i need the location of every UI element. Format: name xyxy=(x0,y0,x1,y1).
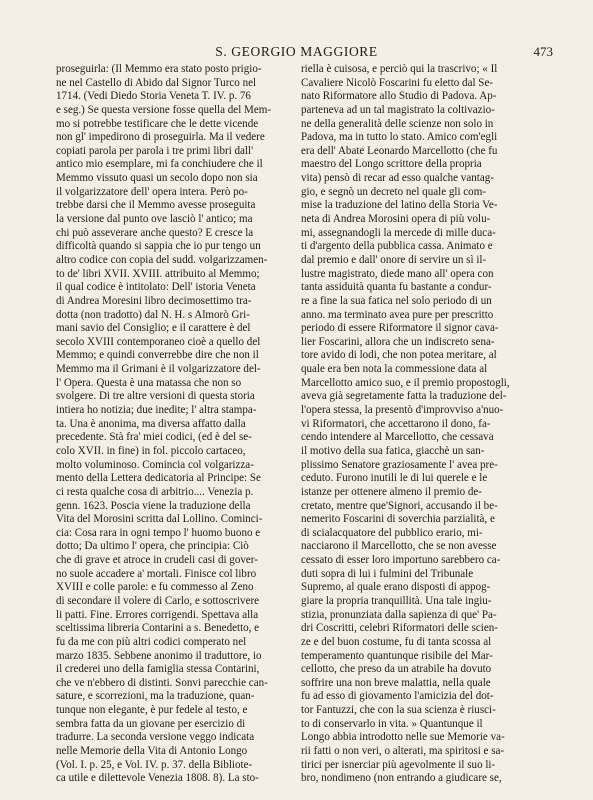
text-line: ta. Una è anonima, ma diversa affatto dalla xyxy=(56,417,246,430)
text-line: il volgarizzatore dell' opera intera. Però po- xyxy=(56,185,248,198)
text-line: difficoltà quando si sappia che io pur tengo un xyxy=(56,240,261,253)
text-line: trebbe darsi che il Memmo avesse proseguita xyxy=(56,199,256,212)
text-line: dri Coscritti, celebri Riformatori delle scien- xyxy=(301,622,498,635)
text-line: plissimo Senatore graziosamente l' avea pre- xyxy=(301,458,498,471)
text-line: Vita del Morosini scritta dal Lollino. Cominci- xyxy=(56,513,263,526)
text-line: ca utile e dilettevole Venezia 1808. 8). La sto- xyxy=(56,772,259,785)
text-line: e seg.) Se questa versione fosse quella del Mem- xyxy=(56,103,272,116)
text-line: il motivo della sua fatica, giacchè un san- xyxy=(301,444,485,457)
text-line: colo XVII. in fine) in fol. piccolo cartaceo, xyxy=(56,444,246,457)
text-line: mise la traduzione del latino della Storia Ve- xyxy=(301,199,498,212)
text-line: che ve n'ebbero di distinti. Sonvi parecchie can- xyxy=(56,676,268,689)
text-line: cia: Cosa rara in ogni tempo l' huomo buono e xyxy=(56,526,261,539)
text-line: molto voluminoso. Comincia col volgarizza- xyxy=(56,458,254,471)
text-line: genn. 1623. Poscia viene la traduzione della xyxy=(56,499,251,512)
text-line: ci resta qualche cosa di arbitrio.... Venezia p. xyxy=(56,485,254,498)
text-line: il crederei uno della famiglia stessa Contarini, xyxy=(56,663,260,676)
text-line: anno. ma terminato avea pure per prescritto xyxy=(301,308,494,321)
text-line: lustre magistrato, diede mano all' opera con xyxy=(301,267,494,280)
text-line: vita) pensò di recar ad esso qualche vantag- xyxy=(301,172,494,185)
text-line: cretato, mentre que'Signori, accusando il be- xyxy=(301,499,498,512)
text-line: re a fine la sua fatica nel solo periodo di un xyxy=(301,294,492,307)
text-line: fu da me con più altri codici comperato nel xyxy=(56,635,247,648)
text-line: altro codice con copia del sudd. volgarizzamen- xyxy=(56,253,268,266)
text-line: periodo di essere Riformatore il signor cava- xyxy=(301,322,499,335)
text-line: intiera ho notizia; due inedite; l' altra stampa- xyxy=(56,404,257,417)
text-line: quale era ben nota la commessione data al xyxy=(301,363,488,376)
text-line: duti sopra di lui i fulmini del Tribunale xyxy=(301,567,474,580)
text-line: Cavaliere Nicolò Foscarini fu eletto dal Se- xyxy=(301,76,494,89)
column-gutter xyxy=(295,66,296,706)
text-line: XVIII e colle parole: e fu commesso al Zeno xyxy=(56,581,254,594)
text-line: Longo abbia introdotto nelle sue Memorie va- xyxy=(301,731,505,744)
text-line: 1714. (Vedi Diedo Storia Veneta T. IV. p. 76 xyxy=(56,90,251,103)
text-line: dotto; Da ultimo l' opera, che principia: Ciò xyxy=(56,540,249,553)
text-line: l' Opera. Questa è una matassa che non so xyxy=(56,376,242,389)
text-line: che di grave et atroce in crudeli casi di gover- xyxy=(56,554,258,567)
text-line: to di conservarlo in vita. » Quantunque il xyxy=(301,717,483,730)
text-line: neta di Andrea Morosini opera di più volu- xyxy=(301,213,491,226)
text-line: tirici per isnerciar più agevolmente il suo li- xyxy=(301,758,496,771)
text-line: copiati parola per parola i tre primi libri dall' xyxy=(56,144,254,157)
text-line: tanta assiduità quanta fu bastante a condur- xyxy=(301,281,492,294)
text-line: vi Riformatori, che accettarono il dono, fa- xyxy=(301,417,491,430)
text-line: Memmo; e quindi converrebbe dire che non il xyxy=(56,349,259,362)
text-line: secolo XVIII contemporaneo cioè a quello del xyxy=(56,335,261,348)
text-line: gio, e segnò un decreto nel quale gli com- xyxy=(301,185,486,198)
text-line: marzo 1835. Sebbene anonimo il traduttore, io xyxy=(56,649,262,662)
text-line: to de' libri XVII. XVIII. attribuito al Memmo; xyxy=(56,267,260,280)
page-number: 473 xyxy=(533,44,553,59)
text-line: rii fatti o non veri, o alterati, ma spiritosi e sa- xyxy=(301,745,505,758)
text-line: bro, nondimeno (non entrando a giudicare se, xyxy=(301,772,502,785)
text-line: di scialacquatore del pubblico erario, mi- xyxy=(301,526,483,539)
text-line: Supremo, al quale erano disposti di appog- xyxy=(301,581,491,594)
text-line: fu ad esso di giovamento l'amicizia del dot- xyxy=(301,690,494,703)
text-line: ti d'argento della pubblica cassa. Animato e xyxy=(301,240,493,253)
text-line: antico mio esemplare, mi fa conchiudere che il xyxy=(56,158,263,171)
text-line: l'opera stessa, la presentò d'improvviso a'nuo- xyxy=(301,404,504,417)
text-line: svolgere. Di tre altre versioni di questa storia xyxy=(56,390,255,403)
text-line: ne nel Castello di Abido dal Signor Turco nel xyxy=(56,76,257,89)
text-line: cendo intendere al Marcellotto, che cessava xyxy=(301,431,494,444)
text-line: di secondare il volere di Carlo, e sottoscrivere xyxy=(56,594,260,607)
text-line: (Vol. I. p. 25, e Vol. IV. p. 37. della Bibliote- xyxy=(56,758,253,771)
text-line: chi può asseverare anche questo? E cresce la xyxy=(56,226,254,239)
text-line: ze e del buon costume, fu di tanta scossa al xyxy=(301,635,492,648)
text-line: parteneva ad un tal magistrato la coltivazio- xyxy=(301,103,495,116)
page-header xyxy=(0,44,593,62)
text-line: precedente. Stà fra' miei codici, (ed è del se- xyxy=(56,431,252,444)
text-line: Marcellotto amico suo, e il premio propostogli, xyxy=(301,376,510,389)
text-line: nemerito Foscarini di soverchia parzialità, e xyxy=(301,513,495,526)
text-line: li patti. Fine. Errores corrigendi. Spettava alla xyxy=(56,608,259,621)
text-line: maestro del Longo scrittore della propria xyxy=(301,158,482,171)
text-line: giare la propria tranquillità. Una tale ingiu- xyxy=(301,594,492,607)
text-line: istanze per ottenere almeno il premio de- xyxy=(301,485,482,498)
text-line: mani savio del Consiglio; e il carattere è del xyxy=(56,322,251,335)
text-line: tor Fantuzzi, che con la sua scienza è riusci- xyxy=(301,704,496,717)
text-line: di Andrea Moresini libro decimosettimo tra- xyxy=(56,294,252,307)
text-line: proseguirla: (Il Memmo era stato posto prigio- xyxy=(56,63,262,75)
text-line: sature, e scorrezioni, ma la traduzione, quan- xyxy=(56,690,255,703)
text-line: Padova, ma in tutto lo stato. Amico com'egli xyxy=(301,131,498,144)
text-line: nacciarono il Marcellotto, che se non avesse xyxy=(301,540,497,553)
text-line: non gl' impedirono di proseguirla. Ma il vedere xyxy=(56,131,265,144)
text-line: cellotto, che preso da un atrabile ha dovuto xyxy=(301,663,492,676)
running-title: S. GEORGIO MAGGIORE xyxy=(215,44,378,59)
text-line: temperamento quantunque risibile del Mar- xyxy=(301,649,493,662)
text-line: riella è cuisosa, e perciò qui la trascrivo; « Il xyxy=(301,63,498,75)
text-line: no suole accadere a' mortali. Finisce col libro xyxy=(56,567,257,580)
text-line: mento della Lettera dedicatoria al Principe: Se xyxy=(56,472,261,485)
right-column xyxy=(301,63,553,786)
text-line: Memmo ma il Grimani è il volgarizzatore del- xyxy=(56,363,261,376)
text-line: lier Foscarini, allora che un indiscreto sena- xyxy=(301,335,495,348)
text-line: dotta (non tradotto) dal N. H. s Almorò Gri- xyxy=(56,308,250,321)
text-line: tunque non elegante, è pur fedele al testo, e xyxy=(56,704,248,717)
text-line: nato Riformatore allo Studio di Padova. Ap- xyxy=(301,90,497,103)
text-line: mo si potrebbe testificare che le dette vicende xyxy=(56,117,259,130)
text-line: sembra fatta da un giovane per esercizio di xyxy=(56,717,246,730)
text-line: Memmo vissuto quasi un secolo dopo non sia xyxy=(56,172,258,185)
text-line: stizia, pronunziata dalla sapienza di que' Pa- xyxy=(301,608,497,621)
text-line: il qual codice è intitolato: Dell' istoria Veneta xyxy=(56,281,256,294)
text-line: tore avido di lodi, che non potea meritare, al xyxy=(301,349,497,362)
text-line: soffrire una non breve malattia, nella quale xyxy=(301,676,491,689)
text-line: dal premio e dall' onore di servire un sì il- xyxy=(301,253,487,266)
text-line: cessato di esser loro importuno sarebbero ca- xyxy=(301,554,501,567)
text-line: ceduto. Furono inutili le di lui querele e le xyxy=(301,472,488,485)
text-line: ne della generalità delle scienze non solo in xyxy=(301,117,494,130)
text-line: sceltissima libreria Contarini a s. Benedetto, e xyxy=(56,622,260,635)
text-line: era dell' Abate Leonardo Marcellotto (che fu xyxy=(301,144,498,157)
text-line: mi, assegnandogli la mercede di mille duca- xyxy=(301,226,496,239)
text-line: tradurre. La seconda versione veggo indicata xyxy=(56,731,255,744)
text-line: aveva già segretamente fatta la traduzione del- xyxy=(301,390,507,403)
left-column xyxy=(56,63,308,786)
text-line: nelle Memorie della Vita di Antonio Longo xyxy=(56,745,248,758)
text-line: la versione dal punto ove lasciò l' antico; ma xyxy=(56,213,253,226)
